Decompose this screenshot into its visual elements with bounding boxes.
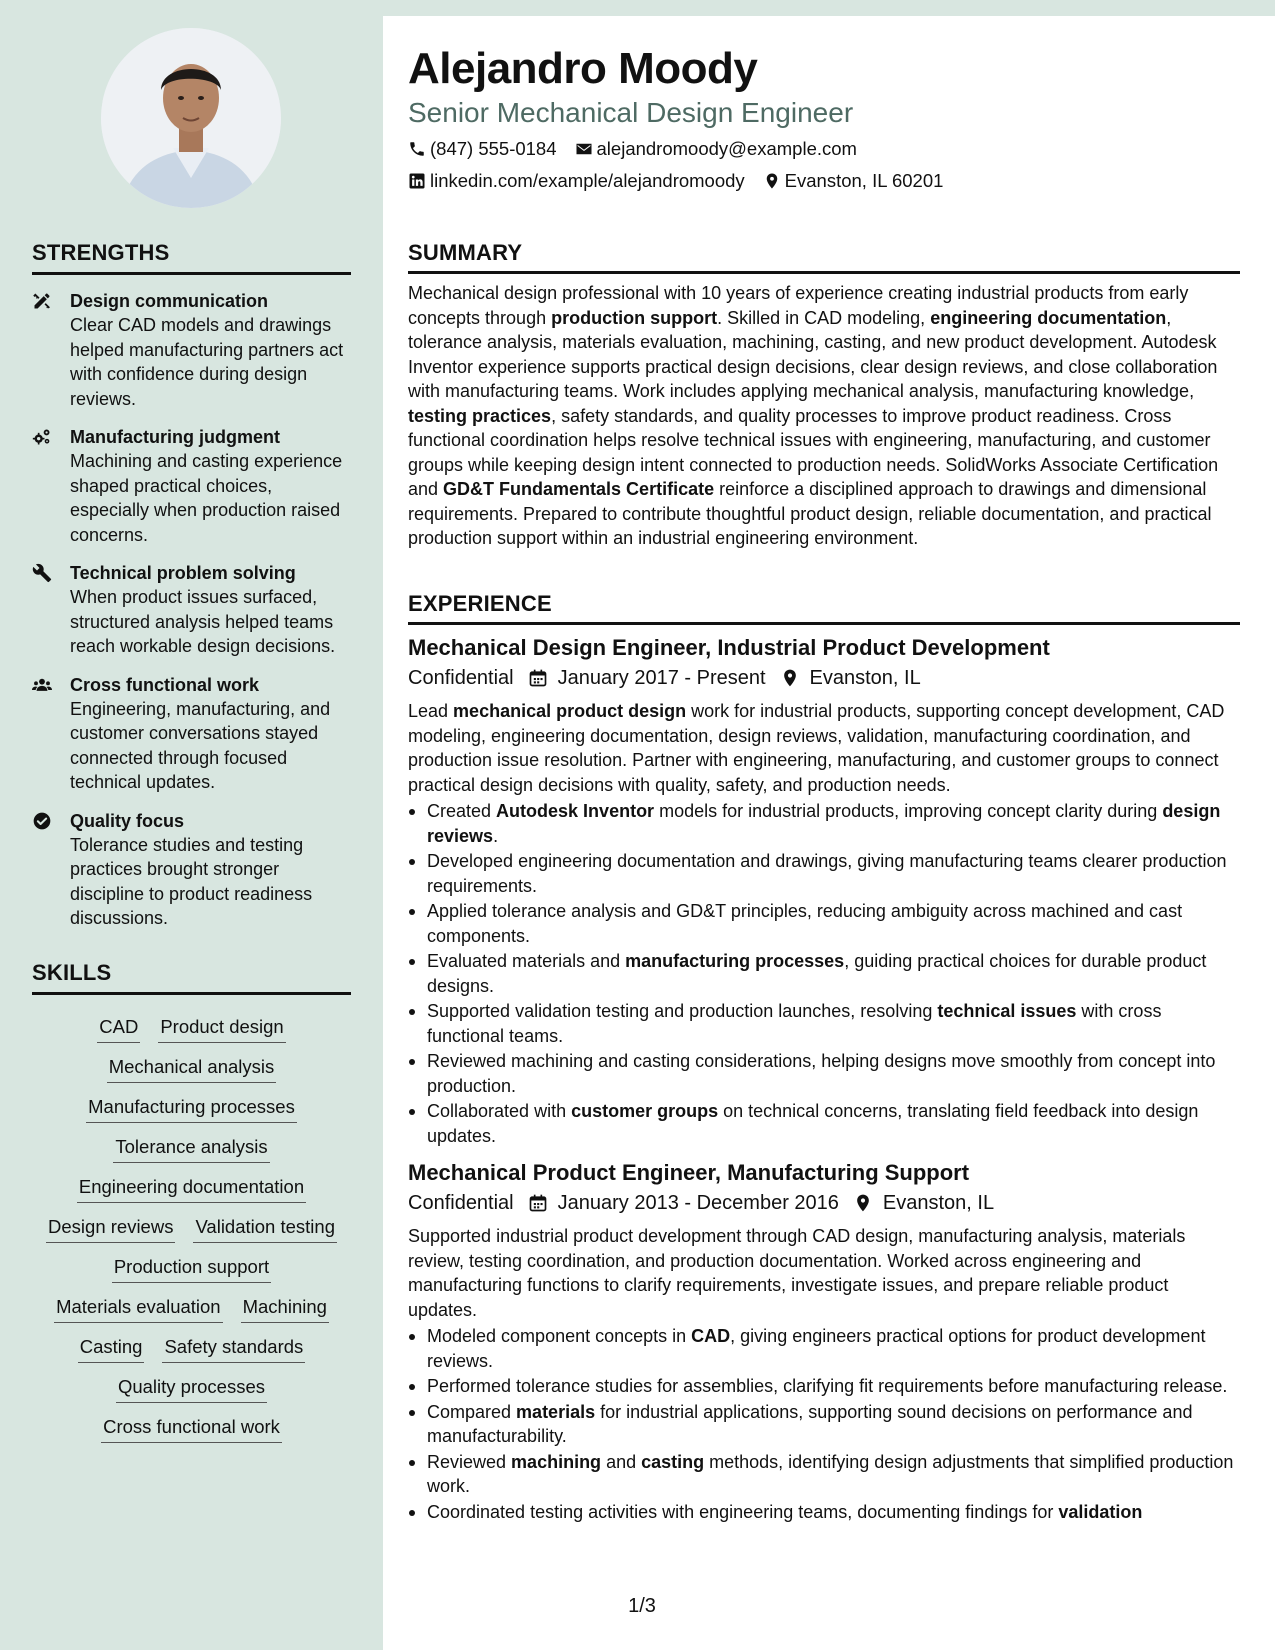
text-segment: Supported validation testing and production launches, resolving bbox=[427, 1001, 938, 1021]
skill-tag: Quality processes bbox=[116, 1374, 267, 1403]
gears-icon-wrap bbox=[32, 425, 70, 547]
skills-heading: SKILLS bbox=[32, 960, 351, 995]
profile-photo bbox=[101, 28, 281, 208]
phone-icon bbox=[408, 140, 426, 158]
skill-row bbox=[32, 1294, 351, 1323]
bullet-item bbox=[408, 1500, 1240, 1525]
job-entry bbox=[408, 633, 1240, 1148]
strength-item bbox=[32, 561, 351, 659]
strengths-heading: STRENGTHS bbox=[32, 240, 351, 275]
linkedin-text[interactable]: linkedin.com/example/alejandromoody bbox=[430, 170, 745, 191]
text-segment: Applied tolerance analysis and GD&T principles, reducing ambiguity across machined and cast components. bbox=[427, 901, 1183, 946]
skill-row bbox=[32, 1414, 351, 1443]
text-segment: Reviewed bbox=[427, 1451, 512, 1472]
skill-row bbox=[32, 1374, 351, 1403]
linkedin-contact[interactable] bbox=[408, 168, 745, 194]
bullet-item bbox=[408, 949, 1240, 998]
summary-section bbox=[408, 240, 1240, 551]
page-number: 1/3 bbox=[628, 1595, 656, 1617]
job-meta bbox=[408, 1188, 1240, 1218]
bold-keyword: production support bbox=[551, 307, 718, 328]
phone-contact bbox=[408, 136, 557, 162]
wrench-icon-wrap bbox=[32, 561, 70, 659]
text-segment: Lead bbox=[408, 701, 454, 721]
skill-row bbox=[32, 1134, 351, 1163]
skill-tag: Product design bbox=[158, 1014, 285, 1043]
skill-tag: Production support bbox=[112, 1254, 271, 1283]
strength-description: Clear CAD models and drawings helped manufacturing partners act with confidence during design reviews. bbox=[70, 315, 344, 409]
email-text[interactable]: alejandromoody@example.com bbox=[596, 138, 857, 159]
job-title: Mechanical Product Engineer, Manufacturing Support bbox=[408, 1160, 970, 1185]
skill-tag: Tolerance analysis bbox=[113, 1134, 269, 1163]
strength-description: Tolerance studies and testing practices brought stronger discipline to product readiness discussions. bbox=[70, 834, 313, 928]
bold-keyword: materials bbox=[516, 1401, 596, 1422]
contact-row-2 bbox=[408, 168, 1240, 194]
text-segment: models for industrial products, improving concept clarity during bbox=[654, 801, 1163, 821]
job-company bbox=[408, 663, 514, 693]
bold-keyword: GD&T Fundamentals Certificate bbox=[443, 479, 715, 499]
strength-description: Machining and casting experience shaped practical choices, especially when production raised concerns. bbox=[70, 451, 343, 545]
skill-row bbox=[32, 1094, 351, 1123]
text-segment: Coordinated testing activities with engineering teams, documenting findings for bbox=[427, 1501, 1059, 1522]
bold-keyword: CAD bbox=[691, 1326, 731, 1346]
bold-keyword: customer groups bbox=[571, 1101, 719, 1121]
pencil-ruler-icon bbox=[32, 291, 52, 311]
location-contact bbox=[763, 168, 944, 194]
email-icon bbox=[575, 140, 593, 158]
text-segment: work for industrial products, supporting concept development, CAD modeling, engineering documentation, design reviews, validation, manufacturing coordination, and production issue resolution. Partner with engineering, manufacturing, and customer groups to connect practical design decisions with quality, safety, and production needs. bbox=[408, 701, 1225, 795]
skill-tag: Validation testing bbox=[193, 1214, 337, 1243]
strength-description: Engineering, manufacturing, and customer conversations stayed connected through focused technical updates. bbox=[70, 698, 331, 792]
check-circle-icon-wrap bbox=[32, 809, 70, 931]
skill-tag: Safety standards bbox=[162, 1334, 305, 1363]
strength-item bbox=[32, 809, 351, 931]
bullet-item bbox=[408, 1400, 1240, 1449]
job-description bbox=[408, 699, 1240, 797]
bold-keyword: casting bbox=[641, 1451, 705, 1472]
bold-keyword: technical issues bbox=[937, 1001, 1077, 1021]
text-segment: Reviewed machining and casting considerations, helping designs move smoothly from concept into production. bbox=[427, 1051, 1216, 1096]
text-segment: Modeled component concepts in bbox=[427, 1326, 692, 1346]
text-segment: , guiding practical choices for durable product designs. bbox=[427, 951, 1207, 996]
skill-row bbox=[32, 1054, 351, 1083]
bullet-item bbox=[408, 799, 1240, 848]
bullet-item bbox=[408, 1374, 1240, 1399]
job-bullets bbox=[408, 1324, 1240, 1524]
job-bullets bbox=[408, 799, 1240, 1148]
skill-tag: Machining bbox=[241, 1294, 329, 1323]
email-contact[interactable] bbox=[575, 136, 857, 162]
strength-title: Quality focus bbox=[70, 810, 185, 831]
bold-keyword: engineering documentation bbox=[930, 307, 1167, 328]
pencil-ruler-icon-wrap bbox=[32, 289, 70, 411]
text-segment: Developed engineering documentation and drawings, giving manufacturing teams clearer production requirements. bbox=[427, 851, 1227, 896]
text-segment: , safety standards, and quality processes to improve product readiness. Cross functional coordination helps resolve technical issues with engineering, manufacturing, and customer groups while keeping design intent connected to production needs. SolidWorks Associate Certification and bbox=[408, 405, 1219, 499]
skill-tag: Mechanical analysis bbox=[107, 1054, 277, 1083]
strength-title: Design communication bbox=[70, 291, 269, 311]
dates-text: January 2013 - December 2016 bbox=[557, 1192, 839, 1214]
job-description bbox=[408, 1224, 1240, 1322]
job-meta bbox=[408, 663, 1240, 693]
strength-item bbox=[32, 425, 351, 547]
candidate-name: Alejandro Moody bbox=[408, 44, 758, 93]
map-pin-icon bbox=[763, 172, 781, 190]
strength-title: Cross functional work bbox=[70, 674, 260, 695]
bullet-item bbox=[408, 1099, 1240, 1148]
skill-row bbox=[32, 1254, 351, 1283]
company-text: Confidential bbox=[408, 667, 514, 689]
bold-keyword: validation bbox=[1058, 1501, 1143, 1522]
bold-keyword: Autodesk Inventor bbox=[496, 801, 655, 821]
bold-keyword: testing practices bbox=[408, 405, 552, 426]
text-segment: for industrial applications, supporting sound decisions on performance and manufacturability. bbox=[427, 1401, 1193, 1446]
candidate-role: Senior Mechanical Design Engineer bbox=[408, 97, 854, 128]
location-text: Evanston, IL 60201 bbox=[784, 170, 944, 191]
text-segment: Performed tolerance studies for assemblies, clarifying fit requirements before manufacturing release. bbox=[427, 1376, 1228, 1396]
skill-row bbox=[32, 1174, 351, 1203]
experience-section bbox=[408, 591, 1240, 1525]
skill-row bbox=[32, 1334, 351, 1363]
top-band bbox=[383, 0, 1275, 16]
skill-tag: Casting bbox=[78, 1334, 145, 1363]
job-location bbox=[853, 1188, 994, 1218]
calendar-icon bbox=[528, 1193, 548, 1213]
job-title: Mechanical Design Engineer, Industrial Product Development bbox=[408, 635, 1050, 660]
check-circle-icon bbox=[32, 811, 52, 831]
text-segment: on technical concerns, translating field feedback into design updates. bbox=[427, 1101, 1199, 1146]
skill-tag: Cross functional work bbox=[101, 1414, 282, 1443]
wrench-icon bbox=[32, 563, 52, 583]
summary-text bbox=[408, 281, 1240, 551]
contact-row-1 bbox=[408, 136, 1240, 162]
map-pin-icon bbox=[853, 1193, 873, 1213]
location-text: Evanston, IL bbox=[882, 1192, 995, 1214]
location-text: Evanston, IL bbox=[809, 667, 921, 689]
text-segment: and bbox=[601, 1451, 642, 1472]
text-segment: Evaluated materials and bbox=[427, 951, 626, 971]
bullet-item bbox=[408, 849, 1240, 898]
users-icon bbox=[32, 675, 52, 695]
users-icon-wrap bbox=[32, 673, 70, 795]
skill-tag: Materials evaluation bbox=[54, 1294, 223, 1323]
resume-header bbox=[408, 44, 1240, 194]
dates-text: January 2017 - Present bbox=[557, 667, 766, 689]
strengths-section bbox=[32, 240, 351, 931]
bullet-item bbox=[408, 999, 1240, 1048]
job-location bbox=[780, 663, 921, 693]
text-segment: Compared bbox=[427, 1401, 517, 1422]
job-company bbox=[408, 1188, 514, 1218]
summary-heading: SUMMARY bbox=[408, 240, 1240, 274]
skills-section bbox=[32, 960, 351, 1443]
text-segment: Collaborated with bbox=[427, 1101, 572, 1121]
company-text: Confidential bbox=[408, 1192, 514, 1214]
bold-keyword: mechanical product design bbox=[453, 701, 687, 721]
text-segment: with cross functional teams. bbox=[427, 1001, 1162, 1046]
text-segment: , tolerance analysis, materials evaluation, machining, casting, and new product development. Autodesk Inventor experience supports practical design decisions, clear design reviews, and close collaboration with manufacturing teams. Work includes applying mechanical analysis, manufacturing knowledge, bbox=[408, 307, 1218, 401]
bullet-item bbox=[408, 1049, 1240, 1098]
experience-heading: EXPERIENCE bbox=[408, 591, 1240, 625]
text-segment: Created bbox=[427, 801, 497, 821]
text-segment: methods, identifying design adjustments that simplified production work. bbox=[427, 1451, 1234, 1496]
skill-tag: Manufacturing processes bbox=[86, 1094, 297, 1123]
text-segment: Supported industrial product development through CAD design, manufacturing analysis, materials review, testing coordination, and production documentation. Worked across engineering and manufacturing functions to clarify requirements, investigate issues, and prepare reliable product updates. bbox=[408, 1226, 1186, 1320]
skill-tag: Engineering documentation bbox=[77, 1174, 306, 1203]
person-portrait-icon bbox=[101, 28, 281, 208]
text-segment: reinforce a disciplined approach to drawings and dimensional requirements. Prepared to contribute thoughtful product design, reliable documentation, and practical production support within an industrial engineering environment. bbox=[408, 479, 1212, 548]
job-entry bbox=[408, 1158, 1240, 1524]
bold-keyword: design reviews bbox=[427, 801, 1221, 846]
calendar-icon bbox=[528, 668, 548, 688]
bullet-item bbox=[408, 1450, 1240, 1499]
bullet-item bbox=[408, 899, 1240, 948]
text-segment: Mechanical design professional with 10 years of experience creating industrial products from early concepts through bbox=[408, 283, 1189, 328]
strength-item bbox=[32, 289, 351, 411]
skill-row bbox=[32, 1014, 351, 1043]
bullet-item bbox=[408, 1324, 1240, 1373]
gears-icon bbox=[32, 427, 52, 447]
job-dates bbox=[528, 1188, 839, 1218]
job-dates bbox=[528, 663, 766, 693]
text-segment: . bbox=[493, 825, 499, 846]
phone-text: (847) 555-0184 bbox=[430, 138, 557, 159]
skill-tag: Design reviews bbox=[46, 1214, 175, 1243]
linkedin-icon bbox=[408, 172, 426, 190]
strength-item bbox=[32, 673, 351, 795]
map-pin-icon bbox=[780, 668, 800, 688]
strength-description: When product issues surfaced, structured analysis helped teams reach workable design decisions. bbox=[70, 587, 336, 656]
strength-title: Technical problem solving bbox=[70, 563, 296, 583]
skill-tag: CAD bbox=[97, 1014, 140, 1043]
text-segment: . Skilled in CAD modeling, bbox=[717, 307, 931, 328]
bold-keyword: manufacturing processes bbox=[625, 951, 845, 971]
skill-row bbox=[32, 1214, 351, 1243]
bold-keyword: machining bbox=[511, 1451, 602, 1472]
strength-title: Manufacturing judgment bbox=[70, 427, 280, 447]
text-segment: , giving engineers practical options for product development reviews. bbox=[427, 1326, 1206, 1371]
